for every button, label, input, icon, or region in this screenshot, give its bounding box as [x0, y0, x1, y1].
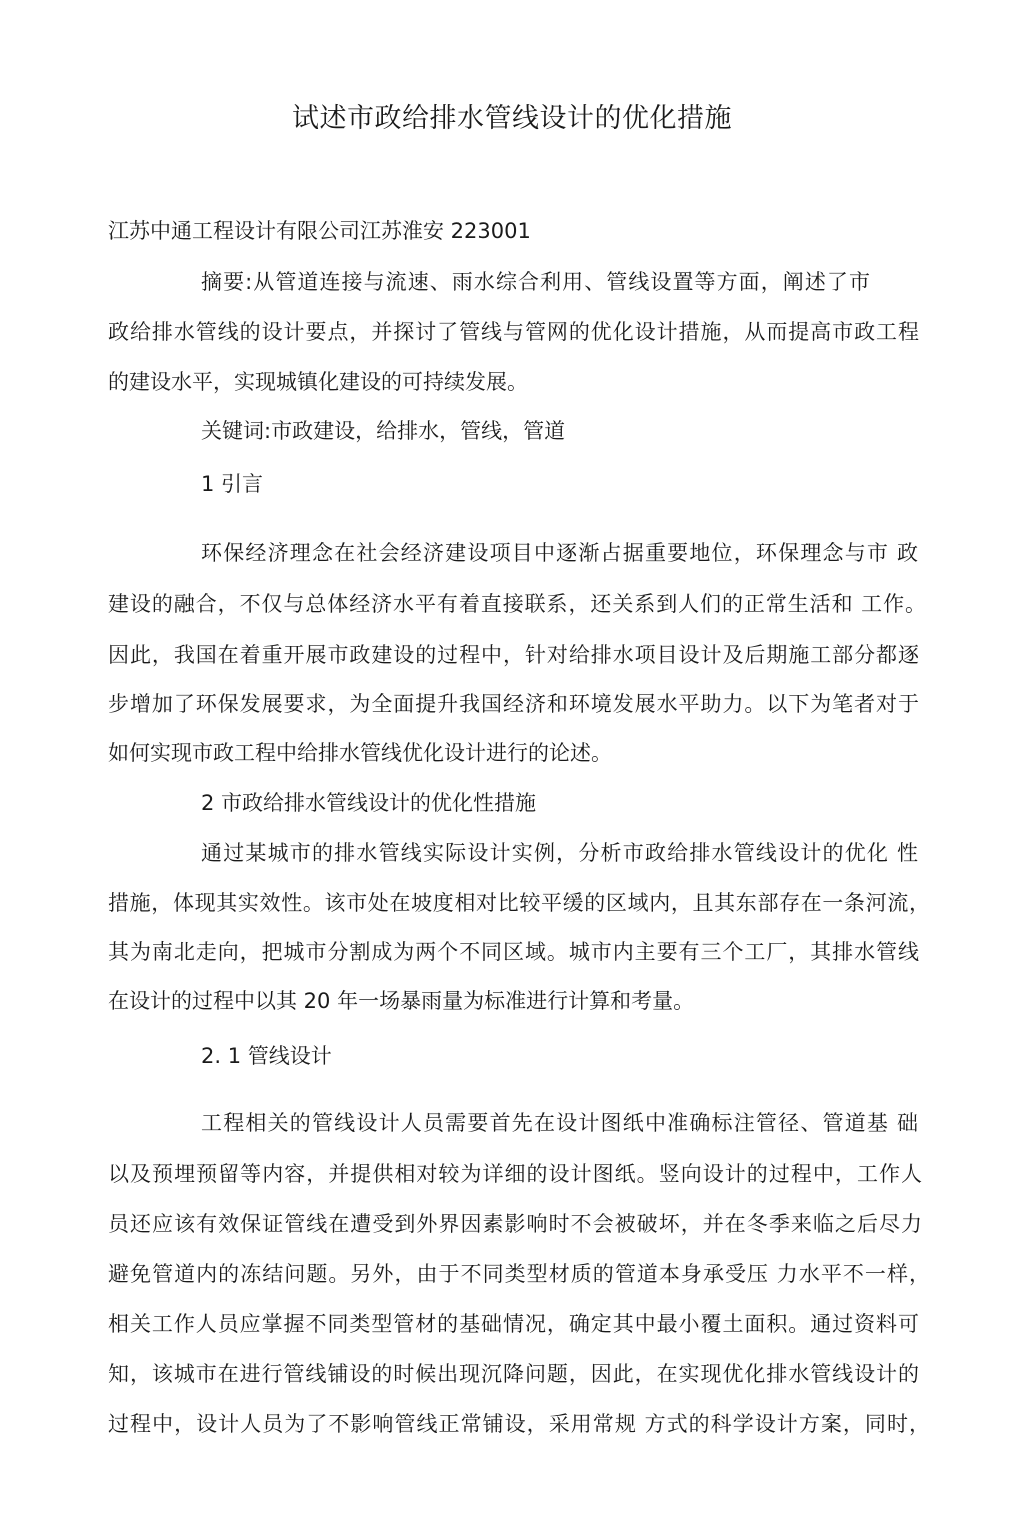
abstract-line: 政给排水管线的设计要点，并探讨了管线与管网的优化设计措施，从而提高市政工程 [108, 320, 919, 344]
paragraph-line: 以及预埋预留等内容，并提供相对较为详细的设计图纸。竖向设计的过程中，工作人 [108, 1162, 922, 1186]
paragraph-line: 避免管道内的冻结问题。另外，由于不同类型材质的管道本身承受压 力水平不一样， [108, 1262, 930, 1286]
paragraph-line: 措施，体现其实效性。该市处在坡度相对比较平缓的区域内，且其东部存在一条河流， [108, 891, 930, 915]
paragraph-line: 如何实现市政工程中给排水管线优化设计进行的论述。 [108, 741, 612, 765]
abstract-line: 的建设水平，实现城镇化建设的可持续发展。 [108, 370, 528, 394]
paragraph-line: 通过某城市的排水管线实际设计实例，分析市政给排水管线设计的优化 性 [201, 841, 918, 865]
paragraph-line: 建设的融合，不仅与总体经济水平有着直接联系，还关系到人们的正常生活和 工作。 [108, 592, 926, 616]
abstract-line: 摘要:从管道连接与流速、雨水综合利用、管线设置等方面，阐述了市 [201, 270, 870, 294]
paragraph-line: 在设计的过程中以其 20 年一场暴雨量为标准进行计算和考量。 [108, 989, 695, 1013]
section-heading: 2. 1 管线设计 [201, 1044, 332, 1068]
section-heading: 1 引言 [201, 472, 264, 496]
affiliation: 江苏中通工程设计有限公司江苏淮安 223001 [108, 219, 531, 243]
paragraph-line: 其为南北走向，把城市分割成为两个不同区域。城市内主要有三个工厂，其排水管线 [108, 940, 919, 964]
paragraph-line: 工程相关的管线设计人员需要首先在设计图纸中准确标注管径、管道基 础 [201, 1111, 918, 1135]
paragraph-line: 因此，我国在着重开展市政建设的过程中，针对给排水项目设计及后期施工部分都逐 [108, 643, 919, 667]
paragraph-line: 知，该城市在进行管线铺设的时候出现沉降问题，因此，在实现优化排水管线设计的 [108, 1362, 919, 1386]
paragraph-line: 环保经济理念在社会经济建设项目中逐渐占据重要地位，环保理念与市 政 [201, 541, 918, 565]
paragraph-line: 步增加了环保发展要求，为全面提升我国经济和环境发展水平助力。以下为笔者对于 [108, 692, 919, 716]
section-heading: 2 市政给排水管线设计的优化性措施 [201, 791, 537, 815]
document-title: 试述市政给排水管线设计的优化措施 [292, 103, 732, 134]
keywords: 关键词:市政建设，给排水，管线，管道 [201, 419, 566, 443]
paragraph-line: 员还应该有效保证管线在遭受到外界因素影响时不会被破坏，并在冬季来临之后尽力 [108, 1212, 922, 1236]
paragraph-line: 相关工作人员应掌握不同类型管材的基础情况，确定其中最小覆土面积。通过资料可 [108, 1312, 919, 1336]
paragraph-line: 过程中，设计人员为了不影响管线正常铺设，采用常规 方式的科学设计方案，同时， [108, 1412, 930, 1436]
